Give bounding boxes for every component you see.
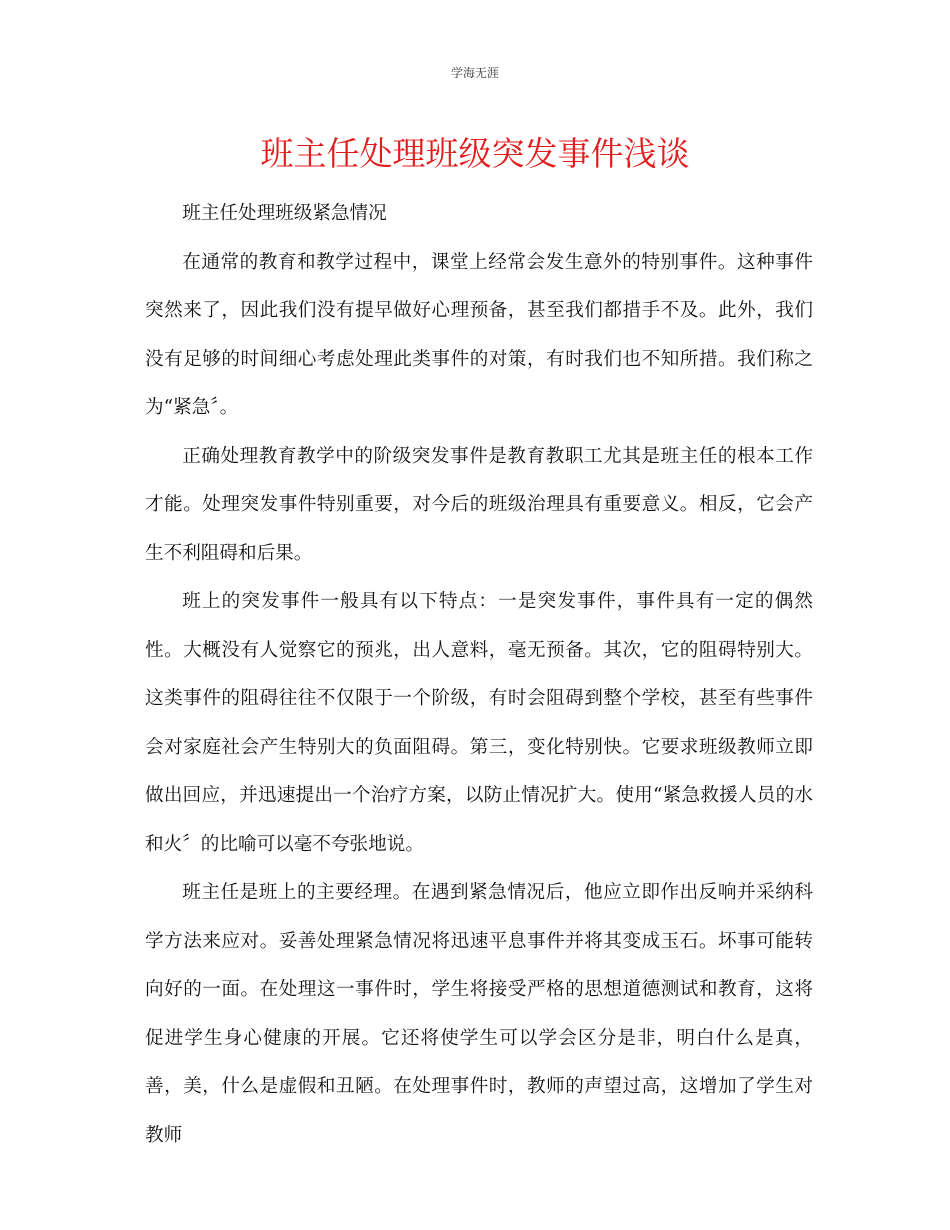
document-body	[145, 190, 813, 1160]
paragraph: 正确处理教育教学中的阶级突发事件是教育教职工尤其是班主任的根本工作才能。处理突发事件特别重要，对今后的班级治理具有重要意义。相反，它会产生不利阻碍和后果。	[145, 445, 813, 564]
paragraph: 在通常的教育和教学过程中，课堂上经常会发生意外的特别事件。这种事件突然来了，因此我们没有提早做好心理预备，甚至我们都措手不及。此外，我们没有足够的时间细心考虑处理此类事件的对策，有时我们也不知所措。我们称之为“紧急〞。	[145, 251, 813, 418]
paragraph-subtitle: 班主任处理班级紧急情况	[182, 203, 387, 224]
paragraph: 班上的突发事件一般具有以下特点：一是突发事件，事件具有一定的偶然性。大概没有人觉察它的预兆，出人意料，毫无预备。其次，它的阻碍特别大。这类事件的阻碍往往不仅限于一个阶级，有时会阻碍到整个学校，甚至有些事件会对家庭社会产生特别大的负面阻碍。第三，变化特别快。它要求班级教师立即做出回应，并迅速提出一个治疗方案，以防止情况扩大。使用“紧急救援人员的水和火〞的比喻可以毫不夸张地说。	[145, 591, 813, 855]
paragraph: 班主任是班上的主要经理。在遇到紧急情况后，他应立即作出反响并采纳科学方法来应对。妥善处理紧急情况将迅速平息事件并将其变成玉石。坏事可能转向好的一面。在处理这一事件时，学生将接受严格的思想道德测试和教育，这将促进学生身心健康的开展。它还将使学生可以学会区分是非，明白什么是真，善，美，什么是虚假和丑陋。在处理事件时，教师的声望过高，这增加了学生对教师	[145, 882, 813, 1146]
page-header: 学海无涯	[450, 66, 499, 80]
document-title: 班主任处理班级突发事件浅谈	[260, 134, 690, 173]
